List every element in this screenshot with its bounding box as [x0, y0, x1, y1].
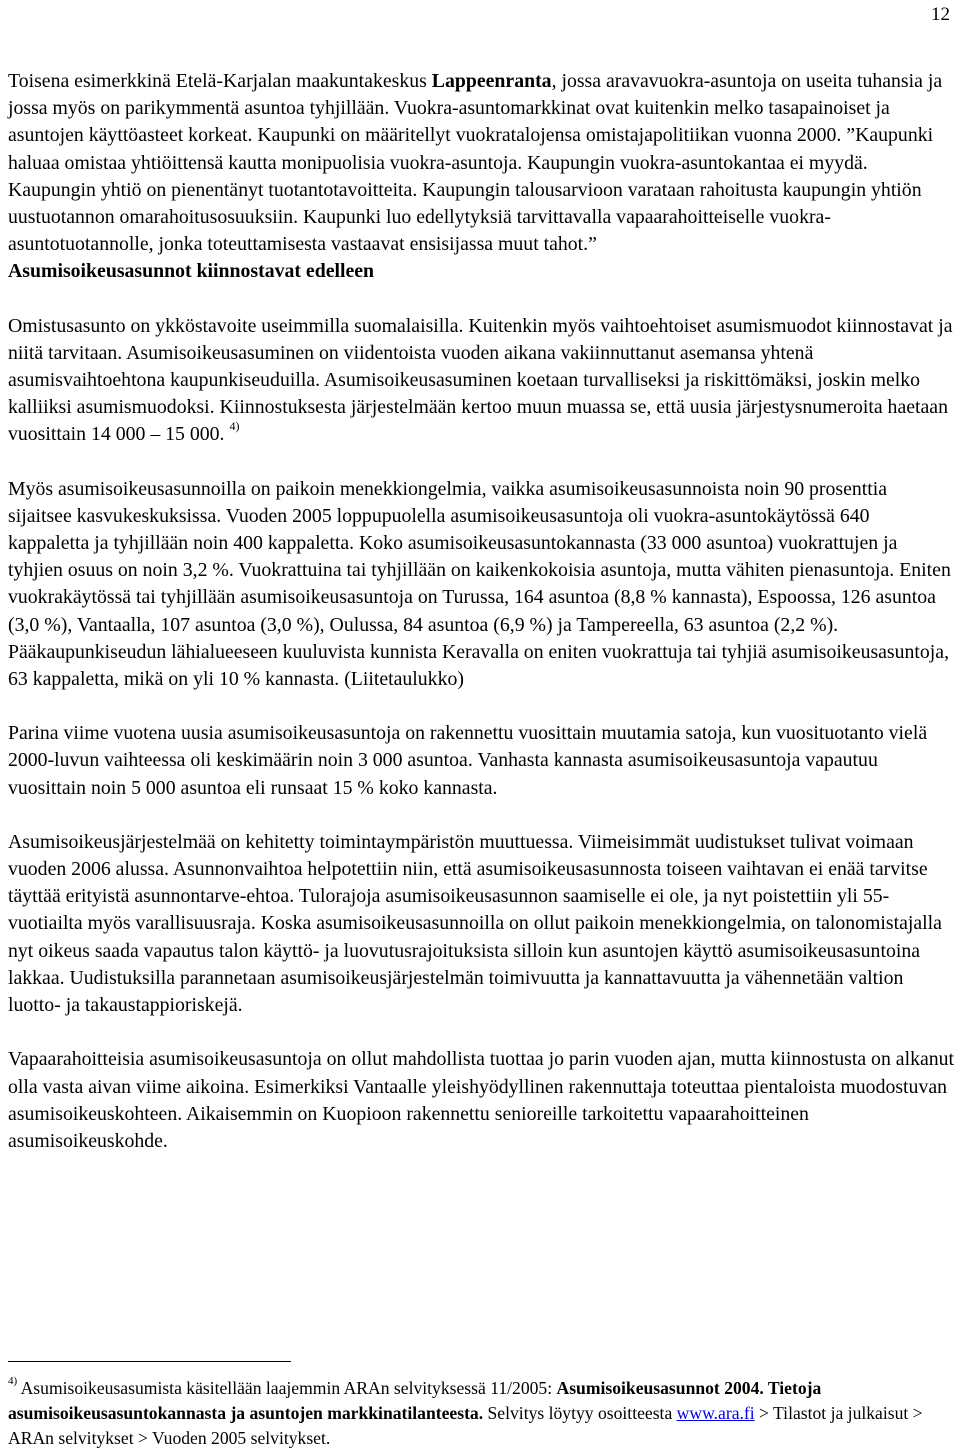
footnote-path: > Tilastot ja julkaisut > ARAn selvitykset > Vuoden 2005 selvitykset. [8, 1403, 923, 1448]
footnote-report-title: Asumisoikeusasunnot 2004. Tietoja asumisoikeusasuntokannasta ja asuntojen markkinatilanteesta. [8, 1378, 822, 1423]
paragraph-text: , jossa aravavuokra-asuntoja on useita tuhansia ja jossa myös on parikymmentä asuntoa tyhjillään. Vuokra-asuntomarkkinat ovat kuitenkin melko tasapainoiset ja asuntojen käyttöasteet korkeat. Kaupunki on määritellyt vuokratalojensa omistajapolitiikan vuonna 2000. ”Kaupunki haluaa omistaa yhtiöittensä kautta monipuolisia vuokra-asuntoja. Kaupungin vuokra-asuntokantaa ei myydä. Kaupungin yhtiö on pienentänyt tuotantotavoitteita. Kaupungin talousarvioon varataan rahoitusta kaupungin yhtiön uustuotannon omarahoitusosuuksiin. Kaupunki luo edellytyksiä tarvittavalla vapaarahoitteiselle vuokra-asuntotuotannolle, jonka toteuttamisesta vastaavat ensisijassa muut tahot.” [8, 70, 943, 256]
paragraph-lappeenranta [8, 68, 954, 258]
paragraph-ownership [8, 313, 954, 449]
footnote-marker: 4) [8, 1375, 18, 1388]
footnote-text: Selvitys löytyy osoitteesta [483, 1403, 677, 1423]
page-number: 12 [931, 4, 950, 25]
ara-website-link[interactable]: www.ara.fi [676, 1403, 755, 1423]
paragraph-vacancy: Myös asumisoikeusasunnoilla on paikoin menekkiongelmia, vaikka asumisoikeusasunnoista noin 90 prosenttia sijaitsee kasvukeskuksissa. Vuoden 2005 loppupuolella asumisoikeusasuntoja oli vuokra-asuntokäytössä 640 kappaletta ja tyhjillään noin 400 kappaletta. Koko asumisoikeusasuntokannasta (33 000 asuntoa) vuokrattujen ja tyhjien osuus on noin 3,2 %. Vuokrattuina tai tyhjillään on kaikenkokoisia asuntoja, mutta vähiten pienasuntoja. Eniten vuokrakäytössä tai tyhjillään asumisoikeusasuntoja on Turussa, 164 asuntoa (8,8 % kannasta), Espoossa, 126 asuntoa (3,0 %), Vantaalla, 107 asuntoa (3,0 %), Oulussa, 84 asuntoa (6,9 %) ja Tampereella, 63 asuntoa (2,2 %). Pääkaupunkiseudun lähialueeseen kuuluvista kunnista Keravalla on eniten vuokrattuja tai tyhjiä asumisoikeusasuntoja, 63 kappaletta, mikä on yli 10 % kannasta. (Liitetaulukko) [8, 477, 951, 691]
paragraph-reforms: Asumisoikeusjärjestelmää on kehitetty toimintaympäristön muuttuessa. Viimeisimmät uudistukset tulivat voimaan vuoden 2006 alussa. Asunnonvaihtoa helpotettiin niin, että asumisoikeusasunnosta toiseen vaihtavan ei enää tarvitse täyttää erityistä asunnontarve-ehtoa. Tulorajoja asumisoikeusasunnon saamiselle ei ole, ja nyt poistettiin yli 55-vuotiailta myös varallisuusraja. Koska asumisoikeusasunnoilla on ollut paikoin menekkiongelmia, on talonomistajalla nyt oikeus saada vapautus talon käyttö- ja luovutusrajoituksista silloin kun asuntojen käyttö asumisoikeusasuntoina lakkaa. Uudistuksilla parannetaan asumisoikeusjärjestelmän toimivuutta ja kannattavuutta ja vähennetään valtion luotto- ja takaustappioriskejä. [8, 830, 942, 1017]
document-body [8, 68, 954, 1155]
paragraph-production: Parina viime vuotena uusia asumisoikeusasuntoja on rakennettu vuosittain muutamia satoja, kun vuosituotanto vielä 2000-luvun vaihteessa oli keskimäärin noin 3 000 asuntoa. Vanhasta kannasta asumisoikeusasuntoja vapautuu vuosittain noin 5 000 asuntoa eli runsaat 15 % koko kannasta. [8, 722, 928, 799]
city-name-bold: Lappeenranta [431, 70, 552, 92]
section-heading: Asumisoikeusasunnot kiinnostavat edelleen [8, 260, 375, 283]
paragraph-free-financed: Vapaarahoitteisia asumisoikeusasuntoja on ollut mahdollista tuottaa jo parin vuoden ajan, mutta kiinnostusta on alkanut olla vasta aivan viime aikoina. Esimerkiksi Vantaalle yleishyödyllinen rakennuttaja toteuttaa pientaloista muodostuvan asumisoikeuskohteen. Aikaisemmin on Kuopioon rakennettu senioreille tarkoitettu vapaarahoitteinen asumisoikeuskohde. [8, 1048, 955, 1152]
paragraph-text: Omistusasunto on ykköstavoite useimmilla suomalaisilla. Kuitenkin myös vaihtoehtoiset asumismuodot kiinnostavat ja niitä tarvitaan. Asumisoikeusasuminen on viidentoista vuoden aikana vakiinnuttanut asemansa yhtenä asumisvaihtoehtona kaupunkiseuduilla. Asumisoikeusasuminen koetaan turvalliseksi ja riskittömäksi, joskin melko kalliiksi asumismuodoksi. Kiinnostuksesta järjestelmään kertoo muun muassa se, että uusia järjestysnumeroita haetaan vuosittain 14 000 – 15 000. [8, 314, 953, 446]
paragraph-text: Toisena esimerkkinä Etelä-Karjalan maakuntakeskus [8, 70, 432, 92]
footnote-text: Asumisoikeusasumista käsitellään laajemmin ARAn selvityksessä 11/2005: [17, 1378, 557, 1398]
footnote-reference: 4) [229, 418, 240, 433]
footnote-divider [8, 1361, 291, 1362]
footnote [8, 1376, 954, 1451]
